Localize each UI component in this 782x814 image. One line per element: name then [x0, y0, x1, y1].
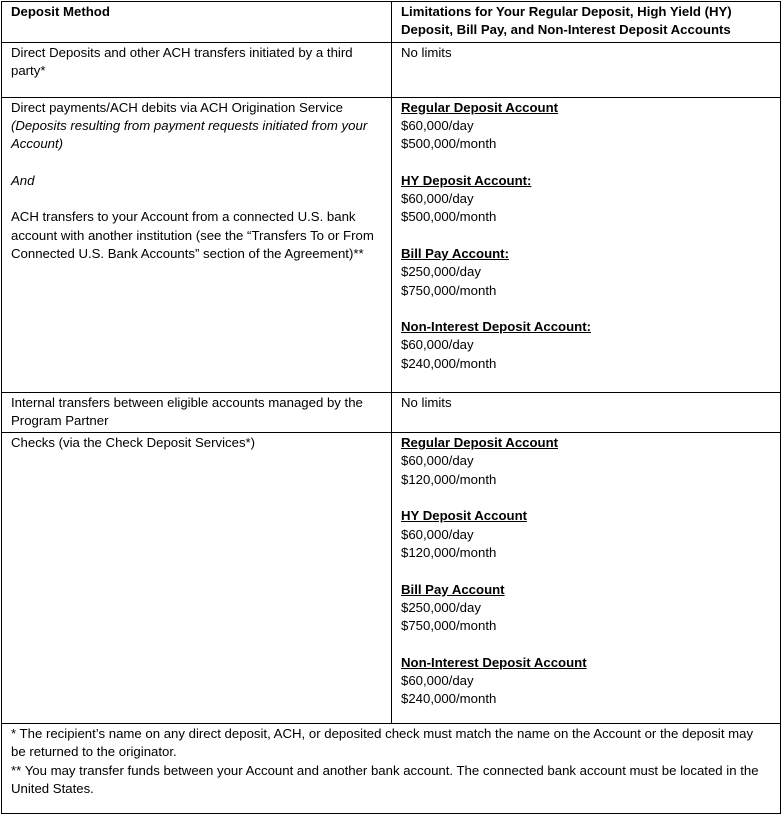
daily-limit: $250,000/day: [401, 264, 481, 280]
footnotes-row: [2, 724, 781, 814]
footnote-2: ** You may transfer funds between your Account and another bank account. The connected bank account must be located in the United States.: [11, 762, 759, 797]
limits-cell: [392, 97, 781, 392]
method-cell: [2, 97, 392, 392]
account-title: Regular Deposit Account: [401, 435, 559, 451]
monthly-limit: $500,000/month: [401, 136, 497, 152]
account-title: Bill Pay Account: [401, 581, 505, 597]
table-row: [2, 433, 781, 724]
account-title: Regular Deposit Account: [401, 99, 559, 115]
account-title: HY Deposit Account: [401, 508, 528, 524]
monthly-limit: $750,000/month: [401, 282, 497, 298]
footnotes-cell: [2, 724, 781, 814]
monthly-limit: $240,000/month: [401, 355, 497, 371]
method-second-text: ACH transfers to your Account from a connected U.S. bank account with another institution (see the “Transfers To or From Connected U.S. Bank Accounts” section of the Agreement)**: [11, 209, 374, 261]
table-row: [2, 42, 781, 97]
daily-limit: $60,000/day: [401, 191, 474, 207]
account-title: Non-Interest Deposit Account: [401, 654, 587, 670]
method-cell: Direct Deposits and other ACH transfers initiated by a third party*: [2, 42, 392, 97]
limits-cell: No limits: [392, 42, 781, 97]
deposit-limits-table: [1, 1, 781, 814]
daily-limit: $60,000/day: [401, 526, 474, 542]
table-row: [2, 392, 781, 433]
deposit-limits-document: [1, 1, 779, 814]
monthly-limit: $750,000/month: [401, 618, 497, 634]
daily-limit: $60,000/day: [401, 453, 474, 469]
account-title: Bill Pay Account:: [401, 245, 509, 261]
daily-limit: $60,000/day: [401, 673, 474, 689]
daily-limit: $60,000/day: [401, 337, 474, 353]
account-title: HY Deposit Account:: [401, 172, 532, 188]
method-main-text: Direct payments/ACH debits via ACH Origination Service: [11, 99, 344, 115]
header-deposit-method: Deposit Method: [2, 2, 392, 43]
monthly-limit: $120,000/month: [401, 471, 497, 487]
monthly-limit: $120,000/month: [401, 544, 497, 560]
daily-limit: $60,000/day: [401, 117, 474, 133]
limits-cell: No limits: [392, 392, 781, 433]
monthly-limit: $500,000/month: [401, 209, 497, 225]
monthly-limit: $240,000/month: [401, 691, 497, 707]
limits-cell: [392, 433, 781, 724]
header-limitations: Limitations for Your Regular Deposit, High Yield (HY) Deposit, Bill Pay, and Non-Interest Deposit Accounts: [392, 2, 781, 43]
method-cell: Internal transfers between eligible accounts managed by the Program Partner: [2, 392, 392, 433]
table-header-row: [2, 2, 781, 43]
method-italic-text: (Deposits resulting from payment requests initiated from your Account): [11, 117, 368, 152]
daily-limit: $250,000/day: [401, 599, 481, 615]
table-row: [2, 97, 781, 392]
footnote-1: * The recipient’s name on any direct deposit, ACH, or deposited check must match the name on the Account or the deposit may be returned to the originator.: [11, 726, 754, 760]
method-and-text: And: [11, 172, 35, 188]
account-title: Non-Interest Deposit Account:: [401, 319, 592, 335]
method-cell: Checks (via the Check Deposit Services*): [2, 433, 392, 724]
